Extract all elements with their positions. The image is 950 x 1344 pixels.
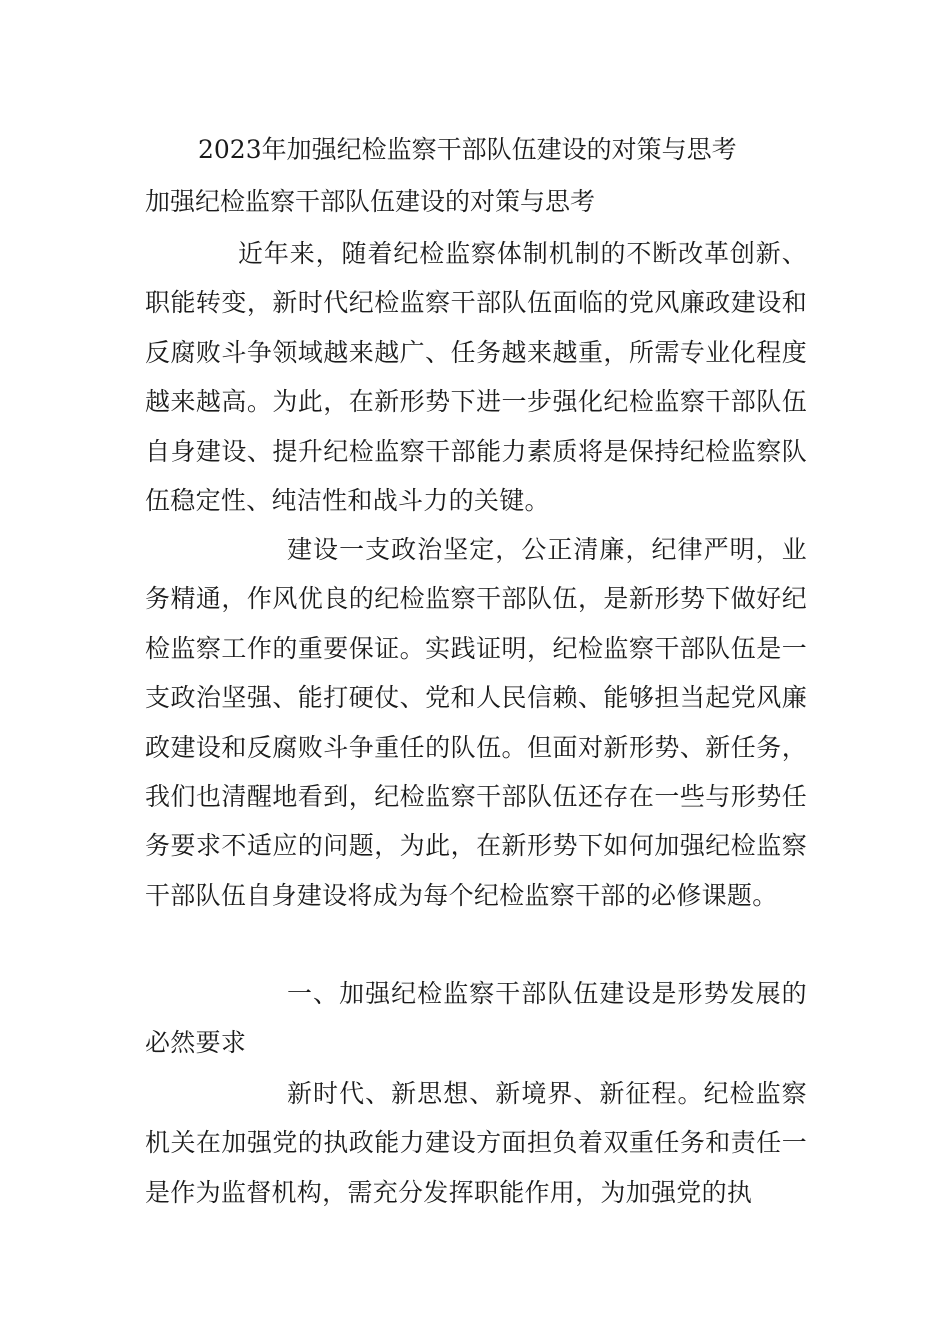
paragraph-new-era: 新时代、新思想、新境界、新征程。纪检监察机关在加强党的执政能力建设方面担负着双重任务和责任一是作为监督机构，需充分发挥职能作用，为加强党的执 — [145, 1079, 807, 1207]
paragraph-intro: 近年来，随着纪检监察体制机制的不断改革创新、职能转变，新时代纪检监察干部队伍面临的党风廉政建设和反腐败斗争领域越来越广、任务越来越重，所需专业化程度越来越高。为此，在新形势下进一步强化纪检监察干部队伍自身建设、提升纪检监察干部能力素质将是保持纪检监察队伍稳定性、纯洁性和战斗力的关键。 — [145, 239, 807, 516]
document-subtitle: 加强纪检监察干部队伍建设的对策与思考 — [145, 187, 596, 216]
paragraph-team-building: 建设一支政治坚定，公正清廉，纪律严明，业务精通，作风优良的纪检监察干部队伍，是新形势下做好纪检监察工作的重要保证。实践证明，纪检监察干部队伍是一支政治坚强、能打硬仗、党和人民信赖、能够担当起党风廉政建设和反腐败斗争重任的队伍。但面对新形势、新任务，我们也清醒地看到，纪检监察干部队伍还存在一些与形势任务要求不适应的问题，为此，在新形势下如何加强纪检监察干部队伍自身建设将成为每个纪检监察干部的必修课题。 — [145, 535, 807, 910]
document-title: 2023年加强纪检监察干部队伍建设的对策与思考 — [198, 135, 737, 164]
section-heading-1: 一、加强纪检监察干部队伍建设是形势发展的必然要求 — [145, 979, 807, 1058]
